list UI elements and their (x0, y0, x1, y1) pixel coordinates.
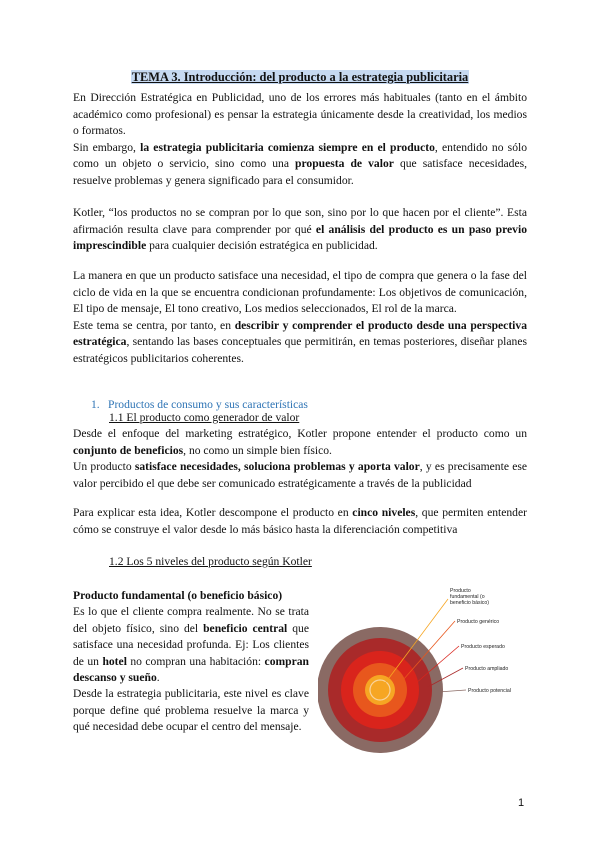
producto-fundamental-heading: Producto fundamental (o beneficio básico) (73, 589, 283, 602)
label-ampliado: Producto ampliado (465, 666, 509, 672)
section-1-heading: 1. Productos de consumo y sus características (91, 398, 308, 411)
fundamental-paragraph-1: Es lo que el cliente compra realmente. No se trata del objeto físico, sino del beneficio central que satisface una necesidad profunda. Ej: Los clientes de un hotel no compran una habitación: compran descanso y sueño. (73, 605, 309, 685)
manera-paragraph-2: Este tema se centra, por tanto, en describir y comprender el producto desde una perspectiva estratégica, sentando las bases conceptuales que permitirán, en temas posteriores, diseñar planes estratégicos publicitarios coherentes. (73, 318, 527, 365)
label-potencial: Producto potencial (468, 688, 511, 694)
valor-paragraph-2: Un producto satisface necesidades, soluciona problemas y aporta valor, y es precisamente ese valor percibido el que debe ser comunicado estratégicamente a través de la publicidad (73, 460, 528, 490)
subsection-1-1-heading: 1.1 El producto como generador de valor (109, 411, 300, 424)
kotler-paragraph: Kotler, “los productos no se compran por lo que son, sino por lo que hacen por el cliente”. Esta afirmación resulta clave para comprender por qué el análisis del producto es un paso previo imprescindible para cualquier decisión estratégica en publicidad. (73, 206, 527, 253)
manera-block (73, 268, 527, 368)
intro-block (73, 90, 527, 190)
label-fundamental: Producto fundamental (o beneficio básico) (450, 588, 489, 606)
cinco-niveles-block (73, 505, 527, 538)
kotler-quote-block (73, 205, 527, 255)
label-generico: Producto genérico (457, 619, 500, 625)
label-esperado: Producto esperado (461, 644, 505, 650)
manera-paragraph-1: La manera en que un producto satisface una necesidad, el tipo de compra que genera o la fase del ciclo de vida en la que se encuentra condicionan profundamente: Los objetivos de comunicación, El tipo de mensaje, El tono creativo, Los medios seleccionados, El rol de la marca. (73, 269, 527, 316)
product-levels-diagram (318, 580, 548, 760)
intro-paragraph-2: Sin embargo, la estrategia publicitaria comienza siempre en el producto, entendido no sólo como un objeto o servicio, sino como una propuesta de valor que satisface necesidades, resuelve problemas y genera significado para el consumidor. (73, 140, 528, 187)
cinco-niveles-paragraph: Para explicar esta idea, Kotler descompone el producto en cinco niveles, que permiten entender cómo se construye el valor desde lo más básico hasta la diferenciación competitiva (73, 506, 527, 536)
page-number: 1 (518, 797, 525, 809)
valor-paragraph-1: Desde el enfoque del marketing estratégico, Kotler propone entender el producto como un conjunto de beneficios, no como un simple bien físico. (73, 427, 527, 457)
fundamental-paragraph-2: Desde la estrategia publicitaria, este nivel es clave porque define qué problema resuelve la marca y qué necesidad debe ocupar el centro del mensaje. (73, 687, 309, 734)
intro-paragraph-1: En Dirección Estratégica en Publicidad, uno de los errores más habituales (tanto en el ámbito académico como profesional) es pensar la estrategia únicamente desde la creatividad, los medios o formatos. (73, 91, 527, 138)
subsection-1-2-heading: 1.2 Los 5 niveles del producto según Kotler (109, 555, 312, 568)
page-title: TEMA 3. Introducción: del producto a la estrategia publicitaria (131, 70, 469, 84)
producto-fundamental-block (73, 588, 309, 736)
section-1-body (73, 426, 527, 492)
